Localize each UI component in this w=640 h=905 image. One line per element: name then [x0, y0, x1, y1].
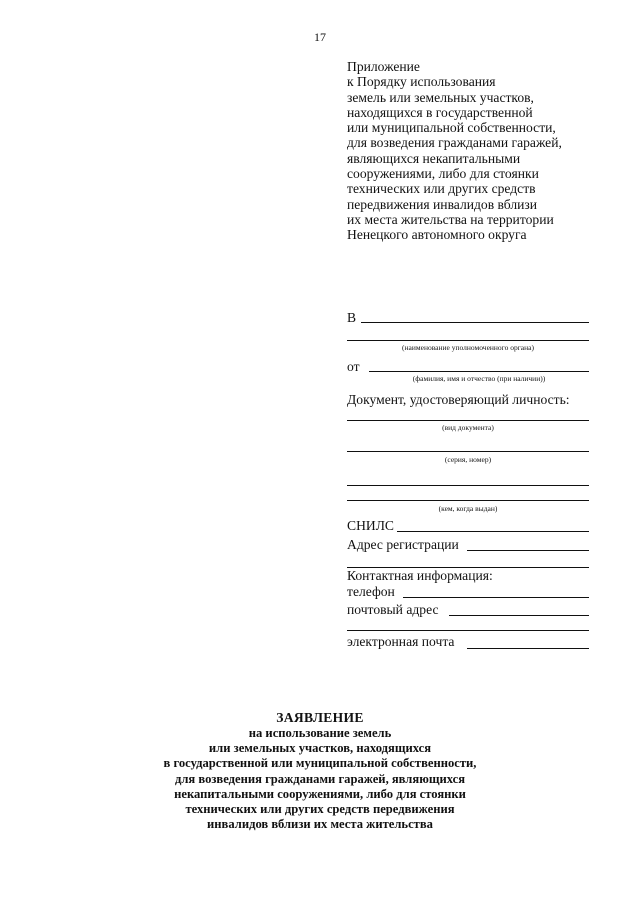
phone-field[interactable]: [403, 597, 589, 598]
appendix-line: Ненецкого автономного округа: [347, 227, 527, 243]
appendix-line: для возведения гражданами гаражей,: [347, 135, 562, 151]
appendix-line: являющихся некапитальными: [347, 150, 521, 166]
snils-label: СНИЛС: [347, 518, 394, 533]
appendix-line: Приложение: [347, 59, 420, 74]
appendix-line: технических или других средств: [347, 181, 536, 197]
appendix-note: [347, 59, 617, 243]
applicant-name-field[interactable]: [369, 371, 589, 372]
statement-title: [0, 709, 640, 832]
appendix-line: к Порядку использования: [347, 74, 496, 90]
statement-title-line: некапитальными сооружениями, либо для стоянки: [174, 786, 466, 801]
email-field[interactable]: [467, 648, 589, 649]
phone-label: телефон: [347, 584, 395, 599]
appendix-line: земель или земельных участков,: [347, 89, 534, 105]
authority-field-line2[interactable]: [347, 340, 589, 341]
statement-title-line: технических или других средств передвижения: [185, 802, 455, 817]
statement-heading: ЗАЯВЛЕНИЕ: [276, 710, 364, 725]
page-number: 17: [314, 30, 326, 44]
series-caption: (серия, номер): [444, 455, 492, 464]
doc-type-caption: (вид документа): [442, 423, 494, 432]
authority-caption: (наименование уполномоченного органа): [402, 343, 534, 352]
appendix-line: находящихся в государственной: [347, 104, 533, 120]
statement-title-line: в государственной или муниципальной собственности,: [163, 756, 477, 771]
postal-address-field-line2[interactable]: [347, 630, 589, 631]
appendix-line: передвижения инвалидов вблизи: [347, 196, 538, 212]
name-caption: (фамилия, имя и отчество (при наличии)): [412, 374, 546, 383]
authority-field[interactable]: [361, 322, 589, 323]
doc-type-field[interactable]: [347, 420, 589, 421]
appendix-line: их места жительства на территории: [347, 211, 554, 227]
to-label: В: [347, 310, 357, 325]
issued-by-field-line2[interactable]: [347, 500, 589, 501]
issued-by-field[interactable]: [347, 485, 589, 486]
series-number-field[interactable]: [347, 451, 589, 452]
address-field[interactable]: [467, 550, 589, 551]
snils-field[interactable]: [397, 531, 589, 532]
appendix-line: сооружениями, либо для стоянки: [347, 166, 539, 182]
appendix-line: или муниципальной собственности,: [347, 120, 556, 136]
statement-title-line: для возведения гражданами гаражей, являющихся: [174, 771, 466, 786]
issued-caption: (кем, когда выдан): [438, 504, 498, 513]
email-label: электронная почта: [347, 634, 455, 649]
postal-address-field[interactable]: [449, 615, 589, 616]
contact-label: Контактная информация:: [347, 568, 493, 583]
postal-address-label: почтовый адрес: [347, 602, 439, 617]
address-label: Адрес регистрации: [347, 537, 459, 552]
statement-title-line: инвалидов вблизи их места жительства: [207, 817, 433, 832]
id-document-label: Документ, удостоверяющий личность:: [347, 392, 570, 407]
statement-title-line: на использование земель: [248, 726, 392, 740]
from-label: от: [347, 359, 360, 374]
statement-title-line: или земельных участков, находящихся: [208, 741, 432, 756]
